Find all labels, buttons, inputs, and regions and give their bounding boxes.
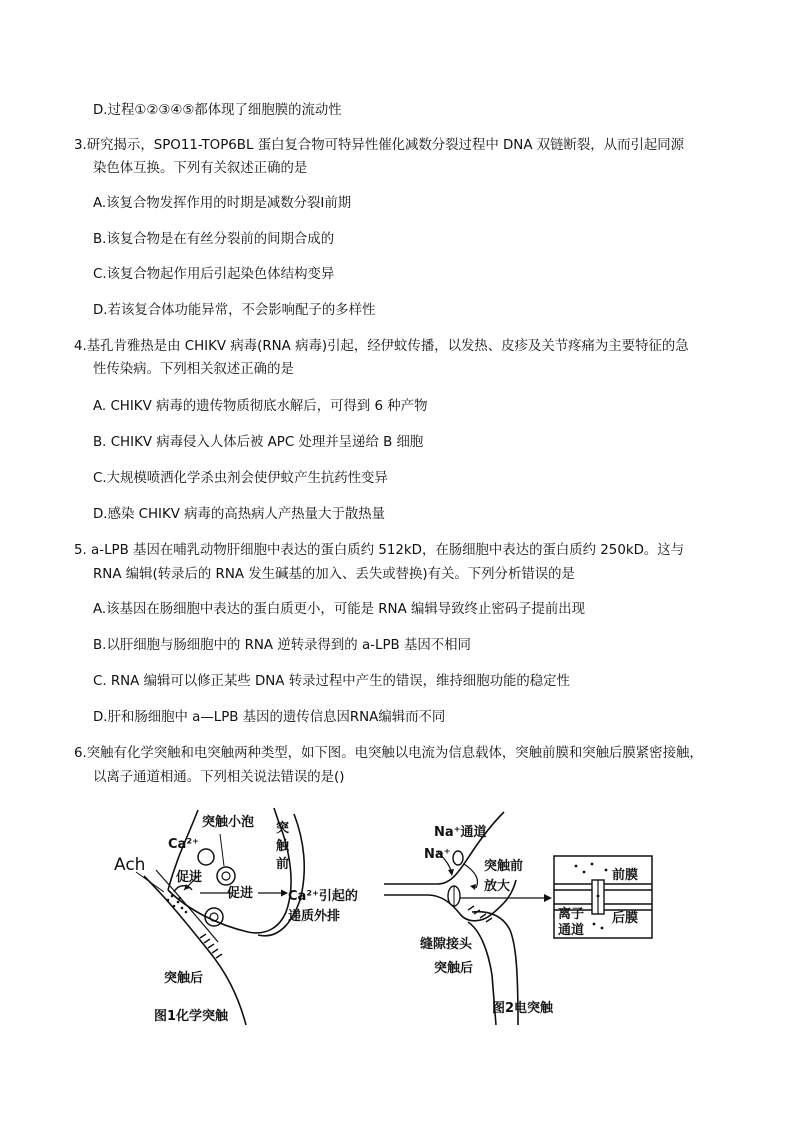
label-ca-effect-2: 递质外排: [288, 909, 341, 924]
q3-option-b: B.该复合物是在有丝分裂前的间期合成的: [93, 232, 335, 247]
synaptic-vesicle: [217, 867, 235, 885]
q5-option-b: B.以肝细胞与肠细胞中的 RNA 逆转录得到的 a-LPB 基因不相同: [93, 638, 471, 653]
inset-pointer-head: [544, 894, 552, 902]
label-na: Na⁺: [424, 847, 451, 862]
amplify-arrowhead: [470, 884, 476, 890]
q5-option-c: C. RNA 编辑可以修正某些 DNA 转录过程中产生的错误，维持细胞功能的稳定性: [93, 674, 570, 689]
label-pre-amp-2: 放大: [484, 879, 511, 894]
q6-stem-line1: 6.突触有化学突触和电突触两种类型，如下图。电突触以电流为信息载体，突触前膜和突触后膜紧密接触，: [74, 746, 703, 761]
q3-stem-line2: 染色体互换。下列有关叙述正确的是: [93, 161, 308, 176]
q3-option-c: C.该复合物起作用后引起染色体结构变异: [93, 267, 335, 282]
q3-stem-line1: 3.研究揭示，SPO11-TOP6BL 蛋白复合物可特异性催化减数分裂过程中 DNA 双链断裂，从而引起同源: [74, 138, 685, 153]
na-influx-arrowhead: [448, 869, 454, 876]
figure-chemical-synapse: [108, 800, 398, 1030]
vesicle-pointer: [220, 834, 224, 866]
electrical-synapse-diagram: [380, 800, 660, 1030]
q4-option-d: D.感染 CHIKV 病毒的高热病人产热量大于散热量: [93, 507, 386, 522]
label-back-membrane: 后膜: [612, 911, 639, 926]
promote-arrowhead-2: [281, 890, 288, 897]
label-ion-1: 离子: [558, 907, 585, 922]
q4-option-a: A. CHIKV 病毒的遗传物质彻底水解后，可得到 6 种产物: [93, 399, 428, 414]
label-pre-2: 触: [276, 839, 290, 854]
ca-channel-circle: [198, 849, 214, 865]
label-front-membrane: 前膜: [612, 868, 639, 883]
q5-stem-line2: RNA 编辑(转录后的 RNA 发生碱基的加入、丢失或替换)有关。下列分析错误的是: [93, 567, 575, 582]
q4-stem-line2: 性传染病。下列相关叙述正确的是: [93, 362, 294, 377]
figure1-caption: 图1化学突触: [154, 1009, 229, 1024]
label-promote-1: 促进: [176, 870, 203, 885]
na-channel: [453, 851, 463, 865]
label-ach: Ach: [114, 855, 146, 875]
label-ion-2: 通道: [558, 923, 585, 938]
q5-option-d: D.肝和肠细胞中 a—LPB 基因的遗传信息因RNA编辑而不同: [93, 710, 446, 725]
label-vesicle: 突触小泡: [202, 815, 255, 830]
synaptic-vesicle-core: [222, 872, 230, 880]
q2-option-d: D.过程①②③④⑤都体现了细胞膜的流动性: [93, 103, 342, 118]
label-ca: Ca²⁺: [168, 837, 199, 852]
label-pre-amp-1: 突触前: [484, 859, 524, 874]
chemical-synapse-diagram: [108, 800, 398, 1030]
figure2-caption: 图2电突触: [492, 1001, 554, 1016]
q5-stem-line1: 5. a-LPB 基因在哺乳动物肝细胞中表达的蛋白质约 512kD，在肠细胞中表达的蛋白质约 250kD。这与: [74, 543, 685, 558]
label-post: 突触后: [434, 961, 474, 976]
q4-option-b: B. CHIKV 病毒侵入人体后被 APC 处理并呈递给 B 细胞: [93, 435, 424, 450]
q3-option-a: A.该复合物发挥作用的时期是减数分裂Ⅰ前期: [93, 196, 352, 211]
label-post: 突触后: [164, 971, 204, 986]
label-gap-junction: 缝隙接头: [420, 937, 473, 952]
figure-electrical-synapse: [380, 800, 660, 1030]
label-promote-2: 促进: [227, 886, 254, 901]
q3-option-d: D.若该复合体功能异常，不会影响配子的多样性: [93, 303, 376, 318]
q4-option-c: C.大规模喷洒化学杀虫剂会使伊蚊产生抗药性变异: [93, 471, 388, 486]
label-ca-effect-1: Ca²⁺引起的: [288, 889, 358, 904]
q6-stem-line2: 以离子通道相通。下列相关说法错误的是(): [93, 770, 345, 785]
label-pre-1: 突: [276, 821, 290, 836]
label-na-channel: Na⁺通道: [434, 825, 487, 840]
q5-option-a: A.该基因在肠细胞中表达的蛋白质更小，可能是 RNA 编辑导致终止密码子提前出现: [93, 602, 586, 617]
label-pre-3: 前: [276, 857, 290, 872]
fused-vesicle: [174, 886, 192, 892]
q4-stem-line1: 4.基孔肯雅热是由 CHIKV 病毒(RNA 病毒)引起，经伊蚊传播，以发热、皮疹及关节疼痛为主要特征的急: [74, 339, 689, 354]
